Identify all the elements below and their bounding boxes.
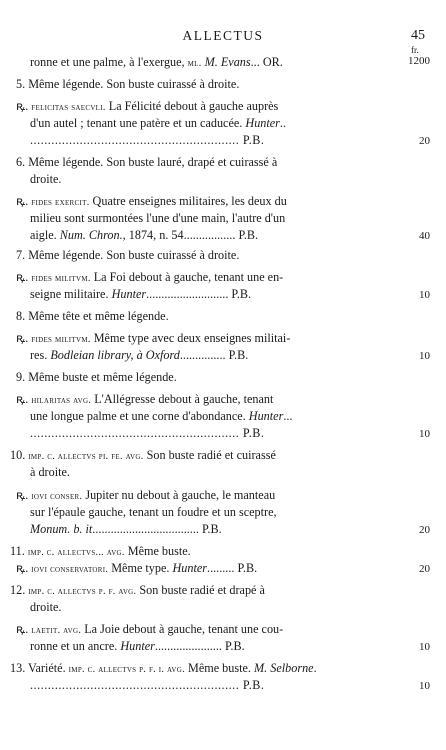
catalog-line xyxy=(30,133,264,147)
reference-text: Hunter xyxy=(111,287,147,301)
reference-text: M. Evans xyxy=(204,55,251,69)
line-text: Même type avec deux enseignes militai- xyxy=(90,331,291,345)
catalog-line xyxy=(30,426,264,440)
legend-text: imp. c. allectvs p. f. avg. xyxy=(28,586,137,597)
catalog-line xyxy=(30,522,222,536)
catalog-line xyxy=(30,116,286,130)
line-text: ronne et un ancre. xyxy=(30,639,121,653)
line-text: ꝶ. xyxy=(16,331,32,345)
legend-text: ml. xyxy=(187,58,202,69)
line-text: Quatre enseignes militaires, les deux du xyxy=(89,194,287,208)
line-text: seigne militaire. xyxy=(30,287,112,301)
catalog-line xyxy=(30,409,292,423)
line-text: ꝶ. xyxy=(16,561,32,575)
legend-text: imp. c. allectvs... avg. xyxy=(27,547,125,558)
line-text: ꝶ. xyxy=(16,488,32,502)
catalog-line xyxy=(16,331,290,347)
catalog-line xyxy=(16,488,275,504)
reference-text: Num. Chron. xyxy=(59,228,123,242)
catalog-line xyxy=(30,55,283,71)
line-text: .. xyxy=(279,116,287,130)
line-text: . xyxy=(313,661,317,675)
price-value: 20 xyxy=(419,563,430,575)
catalog-line xyxy=(16,309,169,323)
price-value: 1200 xyxy=(408,55,430,67)
line-text: 9. Même buste et même légende. xyxy=(16,370,177,384)
catalog-line xyxy=(30,505,277,519)
reference-text: Hunter xyxy=(120,639,155,653)
catalog-line xyxy=(10,661,317,677)
line-text: ꝶ. xyxy=(16,392,32,406)
catalog-line xyxy=(30,348,248,362)
line-text: ............... P.B. xyxy=(179,348,249,362)
line-text: La Foi debout à gauche, tenant une en- xyxy=(90,270,284,284)
line-text: 12. xyxy=(10,583,29,597)
line-text: Même buste. xyxy=(184,661,255,675)
line-text: droite. xyxy=(30,172,62,186)
line-text: Jupiter nu debout à gauche, le manteau xyxy=(82,488,276,502)
line-text: L'Allégresse debout à gauche, tenant xyxy=(91,392,274,406)
reference-text: Hunter xyxy=(245,116,280,130)
line-text: ........................................................... P.B. xyxy=(30,426,265,440)
line-text: milieu sont surmontées l'une d'une main, l'autre d'un xyxy=(30,211,286,225)
line-text: 11. xyxy=(10,544,28,558)
line-text: ... OR. xyxy=(250,55,283,69)
line-text: sur l'épaule gauche, tenant un foudre et un sceptre, xyxy=(30,505,277,519)
line-text: à droite. xyxy=(30,465,70,479)
legend-text: hilaritas avg. xyxy=(31,395,92,406)
legend-text: felicitas saecvli. xyxy=(31,102,106,113)
line-text: 10. xyxy=(10,448,29,462)
line-text: ... xyxy=(283,409,293,423)
catalog-line xyxy=(30,678,264,692)
line-text: 7. Même légende. Son buste cuirassé à droite. xyxy=(16,248,240,262)
reference-text: Bodleian library, à Oxford xyxy=(50,348,180,362)
catalog-line xyxy=(16,561,257,577)
catalog-line xyxy=(30,600,61,614)
line-text: La Félicité debout à gauche auprès xyxy=(105,99,279,113)
line-text: 8. Même tête et même légende. xyxy=(16,309,169,323)
line-text: 6. Même légende. Son buste lauré, drapé et cuirassé à xyxy=(16,155,278,169)
line-text: ronne et une palme, à l'exergue, xyxy=(30,55,188,69)
price-value: 10 xyxy=(419,680,430,692)
line-text: Même buste. xyxy=(124,544,191,558)
catalog-line xyxy=(10,544,191,560)
line-text: Même type. xyxy=(108,561,173,575)
price-value: 10 xyxy=(419,641,430,653)
catalog-line xyxy=(16,622,283,638)
line-text: d'un autel ; tenant une patère et un caducée. xyxy=(30,116,246,130)
catalog-line xyxy=(16,77,239,91)
price-value: 10 xyxy=(419,428,430,440)
line-text: ......... P.B. xyxy=(207,561,258,575)
legend-text: iovi conservatori. xyxy=(31,564,109,575)
catalog-line xyxy=(10,448,276,464)
catalog-line xyxy=(30,211,285,225)
reference-text: M. Selborne xyxy=(254,661,314,675)
catalog-line xyxy=(16,248,239,262)
legend-text: iovi conser. xyxy=(31,491,83,502)
line-text: ꝶ. xyxy=(16,270,32,284)
running-title: ALLECTUS xyxy=(182,28,264,43)
line-text: Son buste radié et drapé à xyxy=(136,583,265,597)
catalog-line xyxy=(30,639,245,653)
reference-text: Monum. b. it xyxy=(30,522,93,536)
price-value: 20 xyxy=(419,135,430,147)
line-text: 5. Même légende. Son buste cuirassé à droite. xyxy=(16,77,240,91)
legend-text: imp. c. allectvs p. f. i. avg. xyxy=(68,664,185,675)
line-text: ........................................................... P.B. xyxy=(30,678,265,692)
catalog-line xyxy=(30,172,61,186)
reference-text: Hunter xyxy=(248,409,284,423)
reference-text: Hunter xyxy=(172,561,208,575)
legend-text: laetit. avg. xyxy=(31,625,82,636)
price-value: 10 xyxy=(419,289,430,301)
line-text: droite. xyxy=(30,600,62,614)
catalog-line xyxy=(30,287,251,301)
legend-text: fides militvm. xyxy=(31,334,91,345)
line-text: ...................... P.B. xyxy=(154,639,245,653)
line-text: 13. Variété. xyxy=(10,661,69,675)
page-number: 45 xyxy=(411,28,425,43)
line-text: ........................... P.B. xyxy=(146,287,252,301)
catalog-line xyxy=(16,370,177,384)
price-value: 20 xyxy=(419,524,430,536)
price-column-label: fr. xyxy=(411,45,419,55)
line-text: une longue palme et une corne d'abondance. xyxy=(30,409,249,423)
line-text: La Joie debout à gauche, tenant une cou- xyxy=(81,622,284,636)
line-text: ꝶ. xyxy=(16,99,32,113)
legend-text: fides exercit. xyxy=(31,197,90,208)
catalog-line xyxy=(16,99,278,115)
legend-text: fides militvm. xyxy=(31,273,91,284)
legend-text: imp. c. allectvs pi. fe. avg. xyxy=(28,451,144,462)
line-text: aigle. xyxy=(30,228,60,242)
line-text: , 1874, n. 54................. P.B. xyxy=(122,228,259,242)
line-text: ꝶ. xyxy=(16,194,32,208)
line-text: Son buste radié et cuirassé xyxy=(143,448,276,462)
line-text: ........................................................... P.B. xyxy=(30,133,265,147)
price-value: 10 xyxy=(419,350,430,362)
line-text: ꝶ. xyxy=(16,622,32,636)
catalog-line xyxy=(10,583,265,599)
catalog-line xyxy=(30,465,70,479)
price-value: 40 xyxy=(419,230,430,242)
catalog-line xyxy=(16,270,283,286)
catalog-line xyxy=(16,392,273,408)
catalog-line xyxy=(30,228,258,242)
catalog-line xyxy=(16,155,277,169)
catalog-line xyxy=(16,194,287,210)
line-text: ................................... P.B. xyxy=(92,522,222,536)
line-text: res. xyxy=(30,348,51,362)
